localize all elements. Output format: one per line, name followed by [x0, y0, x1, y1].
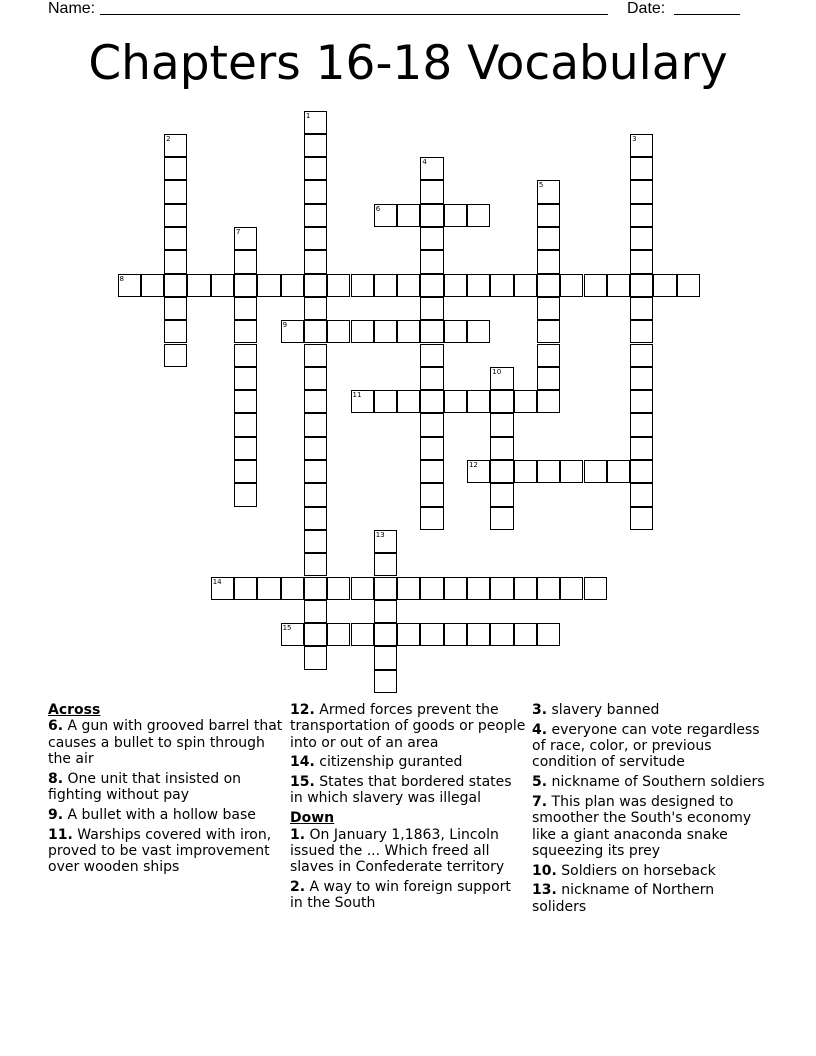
clue-text: States that bordered states in which slavery was illegal	[290, 774, 512, 807]
grid-cell[interactable]	[420, 437, 443, 460]
clue-number: 11	[352, 391, 362, 400]
clue-down	[532, 702, 770, 718]
grid-cell[interactable]	[304, 600, 327, 623]
grid-cell[interactable]	[537, 227, 560, 250]
grid-cell[interactable]	[374, 670, 397, 693]
grid-cell[interactable]	[257, 274, 280, 297]
grid-cell[interactable]	[490, 413, 513, 436]
grid-cell[interactable]	[304, 204, 327, 227]
clue-number: 10	[492, 367, 502, 376]
clue-down	[532, 882, 770, 915]
grid-cell[interactable]	[304, 227, 327, 250]
grid-cell[interactable]	[304, 344, 327, 367]
grid-cell[interactable]	[281, 577, 304, 600]
grid-cell[interactable]	[351, 390, 374, 413]
grid-cell[interactable]	[304, 507, 327, 530]
grid-cell[interactable]	[234, 390, 257, 413]
grid-cell[interactable]	[630, 204, 653, 227]
clue-number: 5	[538, 181, 544, 190]
grid-cell[interactable]	[607, 274, 630, 297]
clue-number: 11.	[48, 826, 73, 843]
clue-number: 1	[305, 111, 311, 120]
grid-cell[interactable]	[420, 577, 443, 600]
grid-cell[interactable]	[420, 180, 443, 203]
grid-cell[interactable]	[374, 390, 397, 413]
clue-number: 8.	[48, 770, 64, 787]
clue-text: On January 1,1863, Lincoln issued the ... Which freed all slaves in Confederate territory	[290, 826, 505, 876]
grid-cell[interactable]	[164, 204, 187, 227]
grid-cell[interactable]	[537, 367, 560, 390]
grid-cell[interactable]	[537, 250, 560, 273]
clue-number: 15	[282, 624, 292, 633]
clue-number: 10.	[532, 862, 557, 879]
grid-cell[interactable]	[304, 460, 327, 483]
grid-cell[interactable]	[420, 297, 443, 320]
grid-cell[interactable]	[560, 274, 583, 297]
grid-cell[interactable]	[281, 623, 304, 646]
grid-cell[interactable]	[444, 623, 467, 646]
clue-text: Armed forces prevent the transportation of goods or people into or out of an area	[290, 702, 526, 751]
grid-cell[interactable]	[234, 320, 257, 343]
grid-cell[interactable]	[304, 483, 327, 506]
grid-cell[interactable]	[141, 274, 164, 297]
grid-cell[interactable]	[420, 227, 443, 250]
clue-number: 3.	[532, 702, 548, 718]
grid-cell[interactable]	[304, 553, 327, 576]
clue-down	[290, 879, 528, 912]
clues-column-3	[532, 702, 770, 919]
grid-cell[interactable]	[490, 460, 513, 483]
grid-cell[interactable]	[537, 577, 560, 600]
clue-text: Warships covered with iron, proved to be vast improvement over wooden ships	[48, 826, 272, 876]
clue-across	[290, 702, 528, 751]
grid-cell[interactable]	[420, 623, 443, 646]
grid-cell[interactable]	[630, 344, 653, 367]
grid-cell[interactable]	[164, 297, 187, 320]
grid-cell[interactable]	[304, 367, 327, 390]
grid-cell[interactable]	[537, 623, 560, 646]
grid-cell[interactable]	[420, 413, 443, 436]
clue-down	[532, 722, 770, 771]
clue-number: 8	[119, 274, 124, 283]
name-label: Name:	[48, 0, 96, 17]
clue-number: 12.	[290, 702, 315, 718]
clue-number: 13	[375, 530, 385, 539]
grid-cell[interactable]	[327, 274, 350, 297]
grid-cell[interactable]	[537, 344, 560, 367]
clue-text: nickname of Southern soldiers	[551, 774, 765, 791]
grid-cell[interactable]	[630, 437, 653, 460]
grid-cell[interactable]	[304, 390, 327, 413]
grid-cell[interactable]	[234, 274, 257, 297]
grid-cell[interactable]	[304, 180, 327, 203]
grid-cell[interactable]	[304, 250, 327, 273]
grid-cell[interactable]	[327, 320, 350, 343]
grid-cell[interactable]	[234, 483, 257, 506]
clue-number: 5.	[532, 774, 548, 791]
grid-cell[interactable]	[304, 297, 327, 320]
grid-cell[interactable]	[630, 507, 653, 530]
grid-cell[interactable]	[537, 297, 560, 320]
grid-cell[interactable]	[490, 274, 513, 297]
grid-cell[interactable]	[490, 577, 513, 600]
grid-cell[interactable]	[397, 623, 420, 646]
clue-number: 4.	[532, 721, 548, 738]
clue-down	[532, 794, 770, 859]
clue-text: A way to win foreign support in the South	[290, 878, 511, 912]
grid-cell[interactable]	[537, 204, 560, 227]
grid-cell[interactable]	[397, 274, 420, 297]
grid-cell[interactable]	[490, 367, 513, 390]
grid-cell[interactable]	[304, 274, 327, 297]
grid-cell[interactable]	[351, 274, 374, 297]
grid-cell[interactable]	[374, 553, 397, 576]
grid-cell[interactable]	[630, 227, 653, 250]
grid-cell[interactable]	[164, 320, 187, 343]
grid-cell[interactable]	[490, 437, 513, 460]
grid-cell[interactable]	[490, 507, 513, 530]
grid-cell[interactable]	[444, 274, 467, 297]
grid-cell[interactable]	[304, 111, 327, 134]
grid-cell[interactable]	[514, 390, 537, 413]
clue-number: 7	[236, 228, 241, 236]
grid-cell[interactable]	[630, 390, 653, 413]
grid-cell[interactable]	[560, 577, 583, 600]
grid-cell[interactable]	[514, 577, 537, 600]
header	[48, 0, 748, 20]
clue-text: citizenship guranted	[319, 754, 463, 771]
clue-number: 14.	[290, 754, 315, 771]
grid-cell[interactable]	[234, 250, 257, 273]
clue-text: This plan was designed to smoother the South's economy like a giant anaconda snake squeezing its prey	[532, 793, 752, 859]
grid-cell[interactable]	[420, 483, 443, 506]
clue-text: slavery banned	[551, 702, 660, 718]
grid-cell[interactable]	[560, 460, 583, 483]
grid-cell[interactable]	[537, 180, 560, 203]
grid-cell[interactable]	[234, 367, 257, 390]
clue-across	[48, 771, 286, 804]
clue-text: One unit that insisted on fighting without pay	[48, 770, 242, 803]
grid-cell[interactable]	[514, 460, 537, 483]
grid-cell[interactable]	[677, 274, 700, 297]
clue-across	[48, 827, 286, 876]
grid-cell[interactable]	[211, 274, 234, 297]
grid-cell[interactable]	[304, 134, 327, 157]
clue-text: nickname of Northern soliders	[532, 882, 715, 915]
grid-cell[interactable]	[281, 274, 304, 297]
grid-cell[interactable]	[444, 577, 467, 600]
grid-cell[interactable]	[304, 157, 327, 180]
grid-cell[interactable]	[467, 204, 490, 227]
grid-cell[interactable]	[374, 320, 397, 343]
grid-cell[interactable]	[374, 577, 397, 600]
grid-cell[interactable]	[397, 320, 420, 343]
grid-cell[interactable]	[164, 274, 187, 297]
clue-number: 6.	[48, 718, 64, 735]
grid-cell[interactable]	[444, 320, 467, 343]
grid-cell[interactable]	[467, 274, 490, 297]
grid-cell[interactable]	[351, 623, 374, 646]
grid-cell[interactable]	[630, 320, 653, 343]
grid-cell[interactable]	[630, 274, 653, 297]
grid-cell[interactable]	[234, 227, 257, 250]
grid-cell[interactable]	[374, 646, 397, 669]
grid-cell[interactable]	[211, 577, 234, 600]
grid-cell[interactable]	[304, 320, 327, 343]
clue-number: 4	[422, 158, 427, 167]
grid-cell[interactable]	[118, 274, 141, 297]
grid-cell[interactable]	[257, 577, 280, 600]
grid-cell[interactable]	[164, 344, 187, 367]
grid-cell[interactable]	[630, 367, 653, 390]
grid-cell[interactable]	[187, 274, 210, 297]
clue-number: 2	[166, 134, 171, 143]
grid-cell[interactable]	[304, 413, 327, 436]
grid-cell[interactable]	[584, 577, 607, 600]
grid-cell[interactable]	[234, 413, 257, 436]
clue-number: 14	[212, 577, 222, 586]
clue-text: A gun with grooved barrel that causes a bullet to spin through the air	[48, 718, 283, 767]
grid-cell[interactable]	[351, 320, 374, 343]
grid-cell[interactable]	[630, 250, 653, 273]
grid-cell[interactable]	[514, 623, 537, 646]
grid-cell[interactable]	[490, 483, 513, 506]
clue-number: 12	[469, 461, 478, 469]
grid-cell[interactable]	[420, 507, 443, 530]
grid-cell[interactable]	[537, 390, 560, 413]
grid-cell[interactable]	[281, 320, 304, 343]
clues-column-2	[290, 702, 528, 915]
grid-cell[interactable]	[490, 623, 513, 646]
grid-cell[interactable]	[234, 460, 257, 483]
grid-cell[interactable]	[490, 390, 513, 413]
clue-text: everyone can vote regardless of race, color, or previous condition of servitude	[532, 721, 760, 771]
clue-number: 13.	[532, 882, 557, 899]
grid-cell[interactable]	[630, 134, 653, 157]
clue-number: 1.	[290, 826, 306, 843]
clue-number: 3	[632, 134, 637, 143]
grid-cell[interactable]	[420, 344, 443, 367]
grid-cell[interactable]	[630, 413, 653, 436]
grid-cell[interactable]	[374, 623, 397, 646]
down-heading: Down	[290, 810, 335, 827]
grid-cell[interactable]	[420, 390, 443, 413]
clue-text: Soldiers on horseback	[561, 862, 716, 879]
clue-number: 6	[375, 204, 381, 213]
grid-cell[interactable]	[467, 390, 490, 413]
grid-cell[interactable]	[653, 274, 676, 297]
grid-cell[interactable]	[630, 180, 653, 203]
grid-cell[interactable]	[374, 274, 397, 297]
grid-cell[interactable]	[327, 623, 350, 646]
grid-cell[interactable]	[420, 204, 443, 227]
clue-text: A bullet with a hollow base	[67, 806, 256, 823]
clue-down	[532, 774, 770, 790]
clue-across	[290, 754, 528, 770]
grid-cell[interactable]	[397, 577, 420, 600]
grid-cell[interactable]	[304, 646, 327, 669]
grid-cell[interactable]	[420, 157, 443, 180]
clue-number: 9	[282, 321, 288, 330]
clue-across	[48, 718, 286, 767]
grid-cell[interactable]	[467, 460, 490, 483]
grid-cell[interactable]	[444, 390, 467, 413]
grid-cell[interactable]	[304, 437, 327, 460]
grid-cell[interactable]	[164, 180, 187, 203]
grid-cell[interactable]	[304, 623, 327, 646]
grid-cell[interactable]	[467, 577, 490, 600]
grid-cell[interactable]	[304, 530, 327, 553]
clue-down	[290, 827, 528, 876]
grid-cell[interactable]	[420, 320, 443, 343]
grid-cell[interactable]	[584, 460, 607, 483]
grid-cell[interactable]	[420, 367, 443, 390]
grid-cell[interactable]	[514, 274, 537, 297]
grid-cell[interactable]	[304, 577, 327, 600]
clues-column-1	[48, 702, 286, 879]
grid-cell[interactable]	[537, 460, 560, 483]
grid-cell[interactable]	[420, 250, 443, 273]
clue-number: 7.	[532, 793, 548, 810]
grid-cell[interactable]	[630, 460, 653, 483]
grid-cell[interactable]	[351, 577, 374, 600]
grid-cell[interactable]	[467, 320, 490, 343]
grid-cell[interactable]	[537, 274, 560, 297]
grid-cell[interactable]	[164, 134, 187, 157]
across-heading: Across	[48, 702, 101, 718]
grid-cell[interactable]	[444, 204, 467, 227]
grid-cell[interactable]	[630, 157, 653, 180]
grid-cell[interactable]	[607, 460, 630, 483]
grid-cell[interactable]	[374, 600, 397, 623]
grid-cell[interactable]	[327, 577, 350, 600]
grid-cell[interactable]	[397, 390, 420, 413]
grid-cell[interactable]	[630, 297, 653, 320]
clue-number: 15.	[290, 774, 315, 791]
grid-cell[interactable]	[537, 320, 560, 343]
grid-cell[interactable]	[420, 274, 443, 297]
grid-cell[interactable]	[234, 297, 257, 320]
grid-cell[interactable]	[630, 483, 653, 506]
clue-across	[290, 774, 528, 807]
page-title: Chapters 16-18 Vocabulary	[88, 36, 728, 91]
clue-number: 9.	[48, 806, 64, 823]
grid-cell[interactable]	[420, 460, 443, 483]
clue-across	[48, 807, 286, 823]
grid-cell[interactable]	[467, 623, 490, 646]
grid-cell[interactable]	[164, 227, 187, 250]
grid-cell[interactable]	[584, 274, 607, 297]
grid-cell[interactable]	[397, 204, 420, 227]
grid-cell[interactable]	[164, 157, 187, 180]
date-label: Date:	[627, 0, 666, 17]
grid-cell[interactable]	[374, 530, 397, 553]
grid-cell[interactable]	[234, 344, 257, 367]
grid-cell[interactable]	[164, 250, 187, 273]
clue-number: 2.	[290, 878, 306, 895]
grid-cell[interactable]	[234, 577, 257, 600]
clue-down	[532, 863, 770, 879]
grid-cell[interactable]	[234, 437, 257, 460]
grid-cell[interactable]	[374, 204, 397, 227]
